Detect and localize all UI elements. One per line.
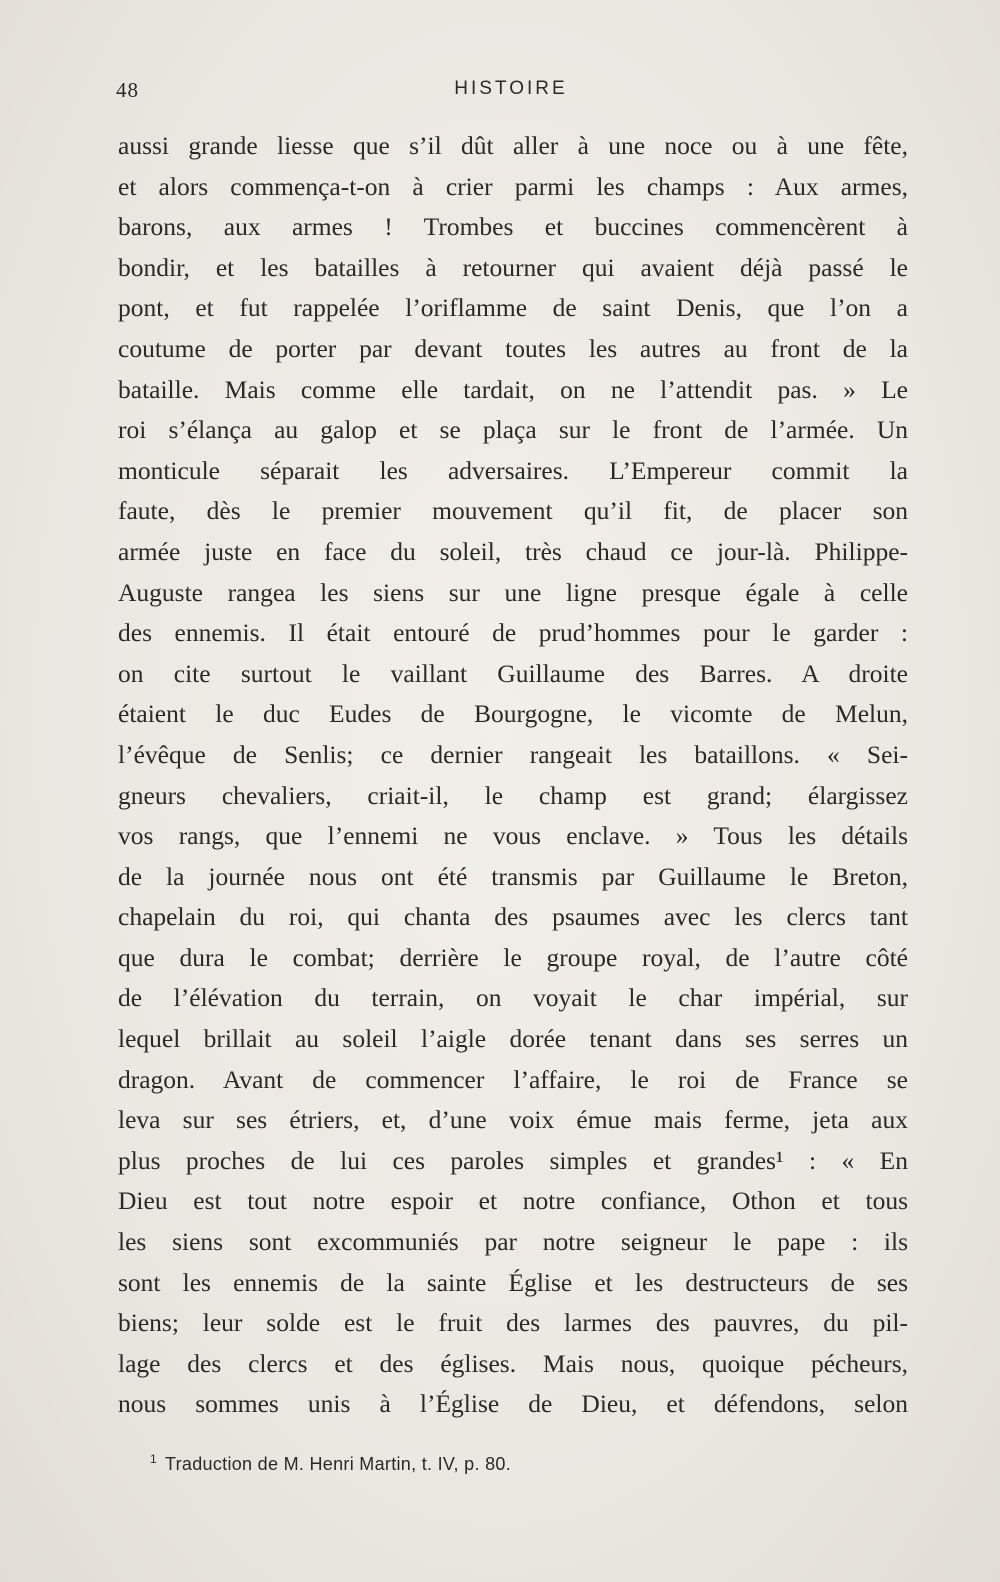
text-line: leva sur ses étriers, et, d’une voix émue mais ferme, jeta aux <box>118 1105 908 1135</box>
text-line: lage des clercs et des églises. Mais nous, quoique pécheurs, <box>118 1348 908 1378</box>
text-line: bataille. Mais comme elle tardait, on ne l’attendit pas. » Le <box>118 374 908 404</box>
footnote-text: Traduction de M. Henri Martin, t. IV, p. 80. <box>164 1454 511 1474</box>
footnote-marker: 1 <box>150 1452 157 1466</box>
text-line: les siens sont excommuniés par notre seigneur le pape : ils <box>118 1227 908 1257</box>
text-line: Auguste rangea les siens sur une ligne presque égale à celle <box>118 577 908 607</box>
text-line: étaient le duc Eudes de Bourgogne, le vicomte de Melun, <box>118 699 908 729</box>
text-line: biens; leur solde est le fruit des larmes des pauvres, du pil- <box>118 1308 908 1338</box>
text-line: pont, et fut rappelée l’oriflamme de saint Denis, que l’on a <box>118 293 908 323</box>
footnote <box>150 1452 750 1475</box>
text-line: vos rangs, que l’ennemi ne vous enclave. » Tous les détails <box>118 821 908 851</box>
text-line: des ennemis. Il était entouré de prud’hommes pour le garder : <box>118 618 908 648</box>
running-title: HISTOIRE <box>454 78 568 99</box>
text-line: gneurs chevaliers, criait-il, le champ est grand; élargissez <box>118 780 908 810</box>
text-line: chapelain du roi, qui chanta des psaumes avec les clercs tant <box>118 902 908 932</box>
text-line: roi s’élança au galop et se plaça sur le front de l’armée. Un <box>118 415 908 445</box>
text-line: coutume de porter par devant toutes les autres au front de la <box>118 333 908 363</box>
text-line: et alors commença-t-on à crier parmi les champs : Aux armes, <box>118 171 908 201</box>
text-line: bondir, et les batailles à retourner qui avaient déjà passé le <box>118 252 908 282</box>
page-number: 48 <box>116 78 139 102</box>
text-line: armée juste en face du soleil, très chaud ce jour-là. Philippe- <box>118 536 908 566</box>
text-line: de l’élévation du terrain, on voyait le char impérial, sur <box>118 983 908 1013</box>
text-line: Dieu est tout notre espoir et notre confiance, Othon et tous <box>118 1186 908 1216</box>
text-line: barons, aux armes ! Trombes et buccines commencèrent à <box>118 212 908 242</box>
text-line: faute, dès le premier mouvement qu’il fit, de placer son <box>118 496 908 526</box>
text-line: plus proches de lui ces paroles simples et grandes¹ : « En <box>118 1145 908 1175</box>
text-line: aussi grande liesse que s’il dût aller à une noce ou à une fête, <box>118 131 908 160</box>
text-line: monticule séparait les adversaires. L’Empereur commit la <box>118 455 908 485</box>
running-head <box>116 78 906 108</box>
text-line: sont les ennemis de la sainte Église et les destructeurs de ses <box>118 1267 908 1297</box>
text-line: que dura le combat; derrière le groupe royal, de l’autre côté <box>118 942 908 972</box>
text-line: nous sommes unis à l’Église de Dieu, et défendons, selon <box>118 1389 908 1419</box>
text-line: on cite surtout le vaillant Guillaume des Barres. A droite <box>118 658 908 688</box>
text-line: lequel brillait au soleil l’aigle dorée tenant dans ses serres un <box>118 1024 908 1054</box>
text-line: l’évêque de Senlis; ce dernier rangeait les bataillons. « Sei- <box>118 739 908 769</box>
body-text <box>118 126 908 1425</box>
text-line: dragon. Avant de commencer l’affaire, le roi de France se <box>118 1064 908 1094</box>
text-line: de la journée nous ont été transmis par Guillaume le Breton, <box>118 861 908 891</box>
